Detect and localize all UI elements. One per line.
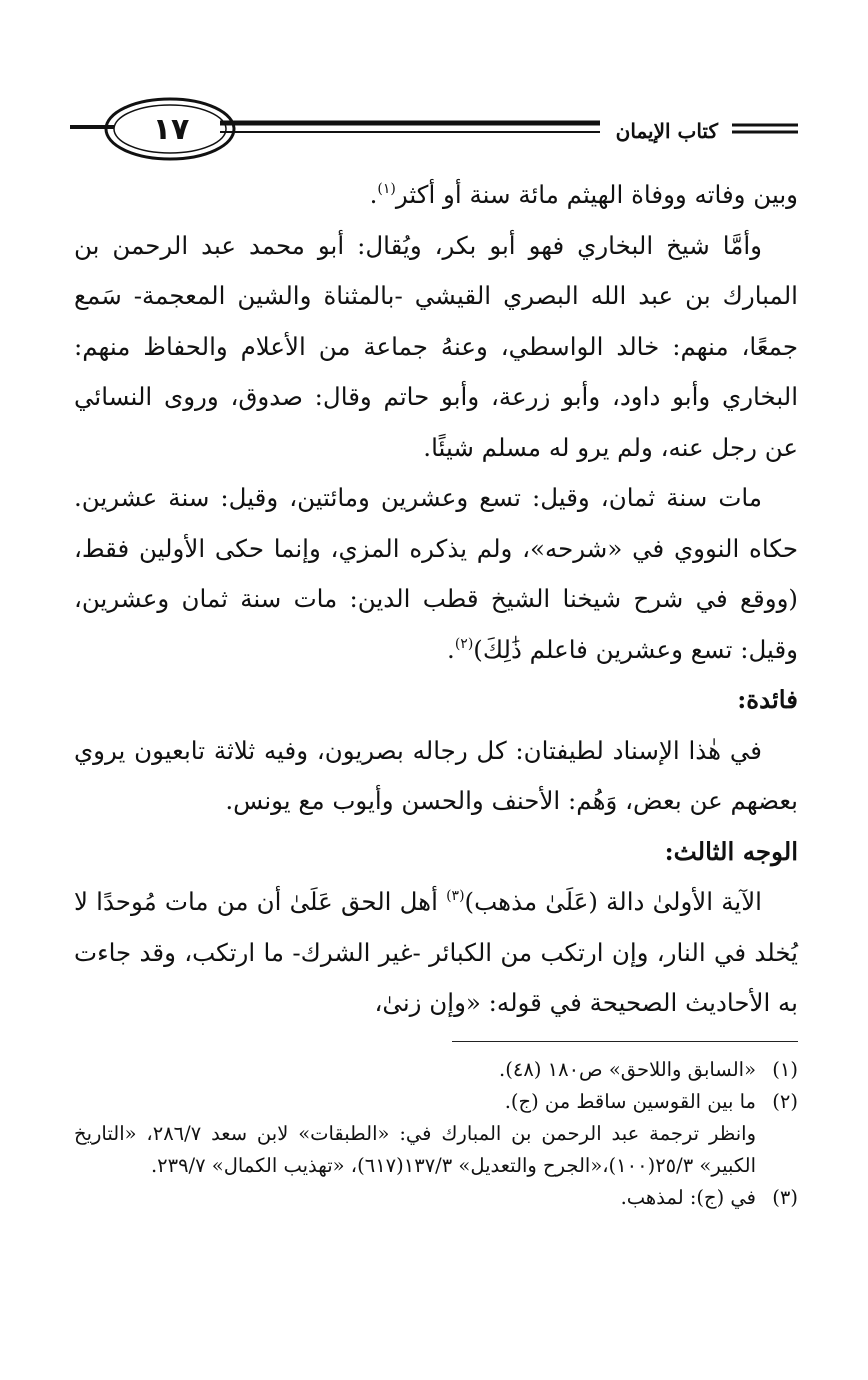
footnote-ref: (١): [377, 181, 396, 197]
paragraph-text: وبين وفاته ووفاة الهيثم مائة سنة أو أكثر: [395, 180, 798, 209]
paragraph: [74, 473, 798, 675]
paragraph-text: مات سنة ثمان، وقيل: تسع وعشرين ومائتين، وقيل: سنة عشرين. حكاه النووي في «شرحه»، ولم يذكره المزي، وإنما حكى الأولين فقط، (ووقع في شرح شيخنا الشيخ قطب الدين: مات سنة ثمان وعشرين، وقيل: تسع وعشرين فاعلم ذَٰلِكَ): [74, 483, 798, 664]
paragraph-text: أهل الحق عَلَىٰ أن من مات مُوحدًا لا يُخلد في النار، وإن ارتكب من الكبائر -غير الشرك- ما ارتكب، وقد جاءت به الأحاديث الصحيحة في قوله: «وإن زنىٰ،: [74, 887, 798, 1017]
footnote-continuation: وانظر ترجمة عبد الرحمن بن المبارك في: «الطبقات» لابن سعد ٢٨٦/٧، «التاريخ الكبير» ٢٥/٣(١٠٠)،«الجرح والتعديل» ١٣٧/٣(٦١٧)، «تهذيب الكمال» ٢٣٩/٧.: [74, 1122, 756, 1177]
running-title: كتاب الإيمان: [615, 119, 718, 143]
paragraph-text: الآية الأولىٰ دالة (عَلَىٰ مذهب): [464, 887, 762, 916]
footnote-number: (١): [772, 1058, 798, 1081]
footnotes: [74, 1054, 798, 1214]
footnote: [74, 1086, 798, 1118]
paragraph: [74, 170, 798, 221]
footnote-separator: [452, 1041, 798, 1042]
footnote-ref: (٣): [446, 888, 465, 904]
footnote-text: ما بين القوسين ساقط من (ج).: [504, 1090, 756, 1113]
paragraph: [74, 877, 798, 1029]
footnote: [74, 1182, 798, 1214]
page-number: ١٧: [152, 112, 190, 147]
section-heading: الوجه الثالث:: [664, 836, 798, 866]
footnote-text: «السابق واللاحق» ص١٨٠ (٤٨).: [499, 1058, 756, 1081]
footnote-number: (٢): [772, 1090, 798, 1113]
punctuation: .: [447, 634, 455, 664]
paragraph: وأمَّا شيخ البخاري فهو أبو بكر، ويُقال: أبو محمد عبد الرحمن بن المبارك بن عبد الله البصري القيشي -بالمثناة والشين المعجمة- سَمع جمعًا، منهم: خالد الواسطي، وعنهُ جماعة من الأعلام والحفاظ منهم: البخاري وأبو داود، وأبو زرعة، وأبو حاتم وقال: صدوق، وروى النسائي عن رجل عنه، ولم يرو له مسلم شيئًا.: [74, 230, 798, 462]
page-header: [70, 92, 798, 170]
footnote-ref: (٢): [454, 635, 474, 652]
footnote: [74, 1054, 798, 1086]
footnote-text: في (ج): لمذهب.: [620, 1186, 756, 1209]
paragraph: في هٰذا الإسناد لطيفتان: كل رجاله بصريون، وفيه ثلاثة تابعيون يروي بعضهم عن بعض، وَهُم: الأحنف والحسن وأيوب مع يونس.: [74, 735, 798, 815]
footnote-number: (٣): [772, 1186, 798, 1209]
main-text: [74, 170, 798, 1029]
punctuation: .: [369, 180, 378, 209]
section-heading: فائدة:: [737, 685, 798, 714]
